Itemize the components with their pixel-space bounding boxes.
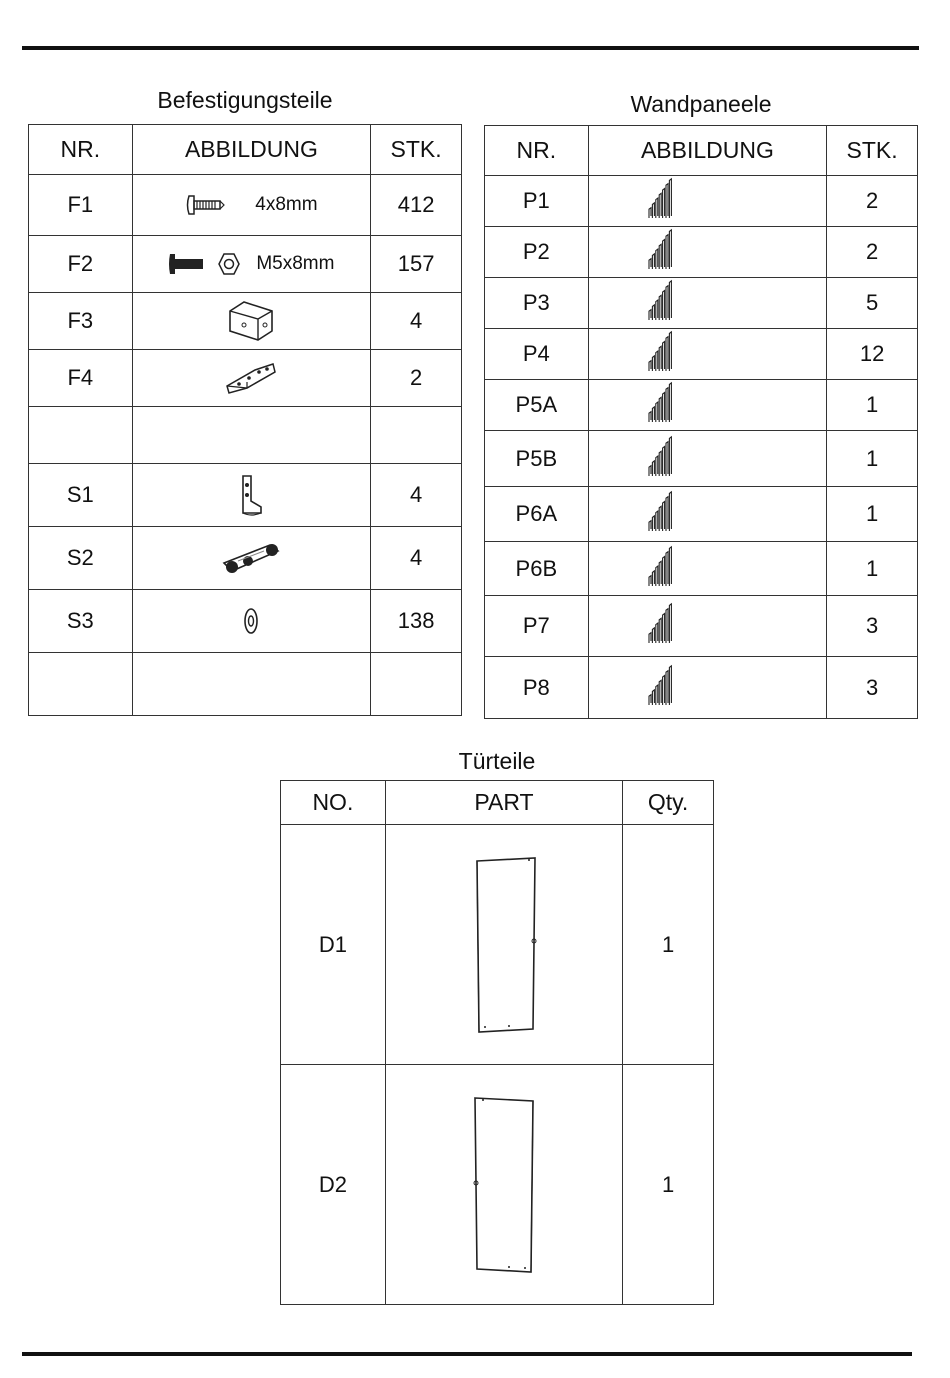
bolt-nut-icon	[168, 251, 248, 277]
table-row	[29, 175, 462, 236]
table-row	[29, 527, 462, 590]
part-qty: 5	[827, 278, 918, 329]
part-qty: 2	[827, 176, 918, 227]
part-qty: 2	[827, 227, 918, 278]
table-row	[29, 590, 462, 653]
table-row	[485, 487, 918, 542]
wall-panel-icon	[645, 544, 677, 588]
part-nr: F1	[29, 175, 133, 236]
part-nr	[29, 407, 133, 464]
roller-icon	[220, 539, 282, 577]
part-nr: P5A	[485, 380, 589, 431]
part-nr: P1	[485, 176, 589, 227]
part-nr: P2	[485, 227, 589, 278]
wall-panel-icon	[645, 601, 677, 645]
part-qty: 4	[371, 293, 462, 350]
bottom-rule	[22, 1352, 912, 1356]
header-no: NO.	[281, 781, 386, 825]
angle-bracket-icon	[225, 360, 277, 396]
part-nr: P4	[485, 329, 589, 380]
table-row	[485, 596, 918, 657]
table-row	[29, 293, 462, 350]
part-nr: P6A	[485, 487, 589, 542]
part-qty: 1	[623, 1065, 714, 1305]
table-row	[485, 227, 918, 278]
doors-table	[280, 780, 714, 1305]
table-row	[29, 350, 462, 407]
wall-panel-icon	[645, 489, 677, 533]
wall-panel-icon	[645, 434, 677, 478]
part-qty: 1	[827, 542, 918, 596]
part-nr: P3	[485, 278, 589, 329]
corner-bracket-icon	[226, 299, 276, 343]
table-row	[485, 176, 918, 227]
part-qty: 12	[827, 329, 918, 380]
part-qty: 412	[371, 175, 462, 236]
header-part: PART	[385, 781, 622, 825]
panels-table	[484, 125, 918, 719]
table-row	[485, 278, 918, 329]
wall-panel-icon	[645, 663, 677, 707]
screw-icon	[185, 193, 225, 217]
wall-panel-icon	[645, 380, 677, 424]
door-panel-icon	[469, 1095, 539, 1275]
part-nr: D2	[281, 1065, 386, 1305]
part-qty: 1	[827, 431, 918, 487]
part-nr: P8	[485, 657, 589, 719]
wall-panel-icon	[645, 278, 677, 322]
wall-panel-icon	[645, 227, 677, 271]
part-nr: S2	[29, 527, 133, 590]
part-qty: 1	[827, 487, 918, 542]
part-nr: F2	[29, 236, 133, 293]
part-nr: F4	[29, 350, 133, 407]
dimension-label: 4x8mm	[255, 194, 318, 215]
washer-icon	[242, 606, 260, 636]
wall-panel-icon	[645, 176, 677, 220]
table-row	[485, 431, 918, 487]
header-qty: Qty.	[623, 781, 714, 825]
table-row	[485, 329, 918, 380]
header-nr: NR.	[485, 126, 589, 176]
part-qty	[371, 653, 462, 716]
doors-title: Türteile	[458, 748, 536, 774]
part-qty	[371, 407, 462, 464]
wall-panel-icon	[645, 329, 677, 373]
fasteners-title: Befestigungsteile	[157, 87, 333, 113]
part-qty: 3	[827, 596, 918, 657]
part-qty: 2	[371, 350, 462, 407]
table-row	[281, 825, 714, 1065]
part-nr: P6B	[485, 542, 589, 596]
table-row	[29, 407, 462, 464]
table-row	[29, 653, 462, 716]
part-nr: P5B	[485, 431, 589, 487]
table-row	[281, 1065, 714, 1305]
header-abbildung: ABBILDUNG	[132, 125, 371, 175]
table-row	[29, 236, 462, 293]
door-panel-icon	[469, 855, 539, 1035]
fasteners-table	[28, 124, 462, 716]
table-row	[29, 464, 462, 527]
part-qty: 4	[371, 464, 462, 527]
part-qty: 157	[371, 236, 462, 293]
header-abbildung: ABBILDUNG	[588, 126, 826, 176]
table-row	[485, 542, 918, 596]
header-stk: STK.	[827, 126, 918, 176]
part-nr: F3	[29, 293, 133, 350]
top-rule	[22, 46, 919, 50]
part-nr: P7	[485, 596, 589, 657]
table-row	[485, 380, 918, 431]
part-qty: 138	[371, 590, 462, 653]
dimension-label: M5x8mm	[256, 253, 335, 274]
header-nr: NR.	[29, 125, 133, 175]
part-nr: S3	[29, 590, 133, 653]
part-nr	[29, 653, 133, 716]
part-qty: 1	[623, 825, 714, 1065]
part-nr: D1	[281, 825, 386, 1065]
panels-title: Wandpaneele	[630, 91, 772, 117]
table-row	[485, 657, 918, 719]
part-qty: 1	[827, 380, 918, 431]
part-nr: S1	[29, 464, 133, 527]
part-qty: 3	[827, 657, 918, 719]
part-qty: 4	[371, 527, 462, 590]
header-stk: STK.	[371, 125, 462, 175]
l-bracket-icon	[237, 473, 265, 517]
